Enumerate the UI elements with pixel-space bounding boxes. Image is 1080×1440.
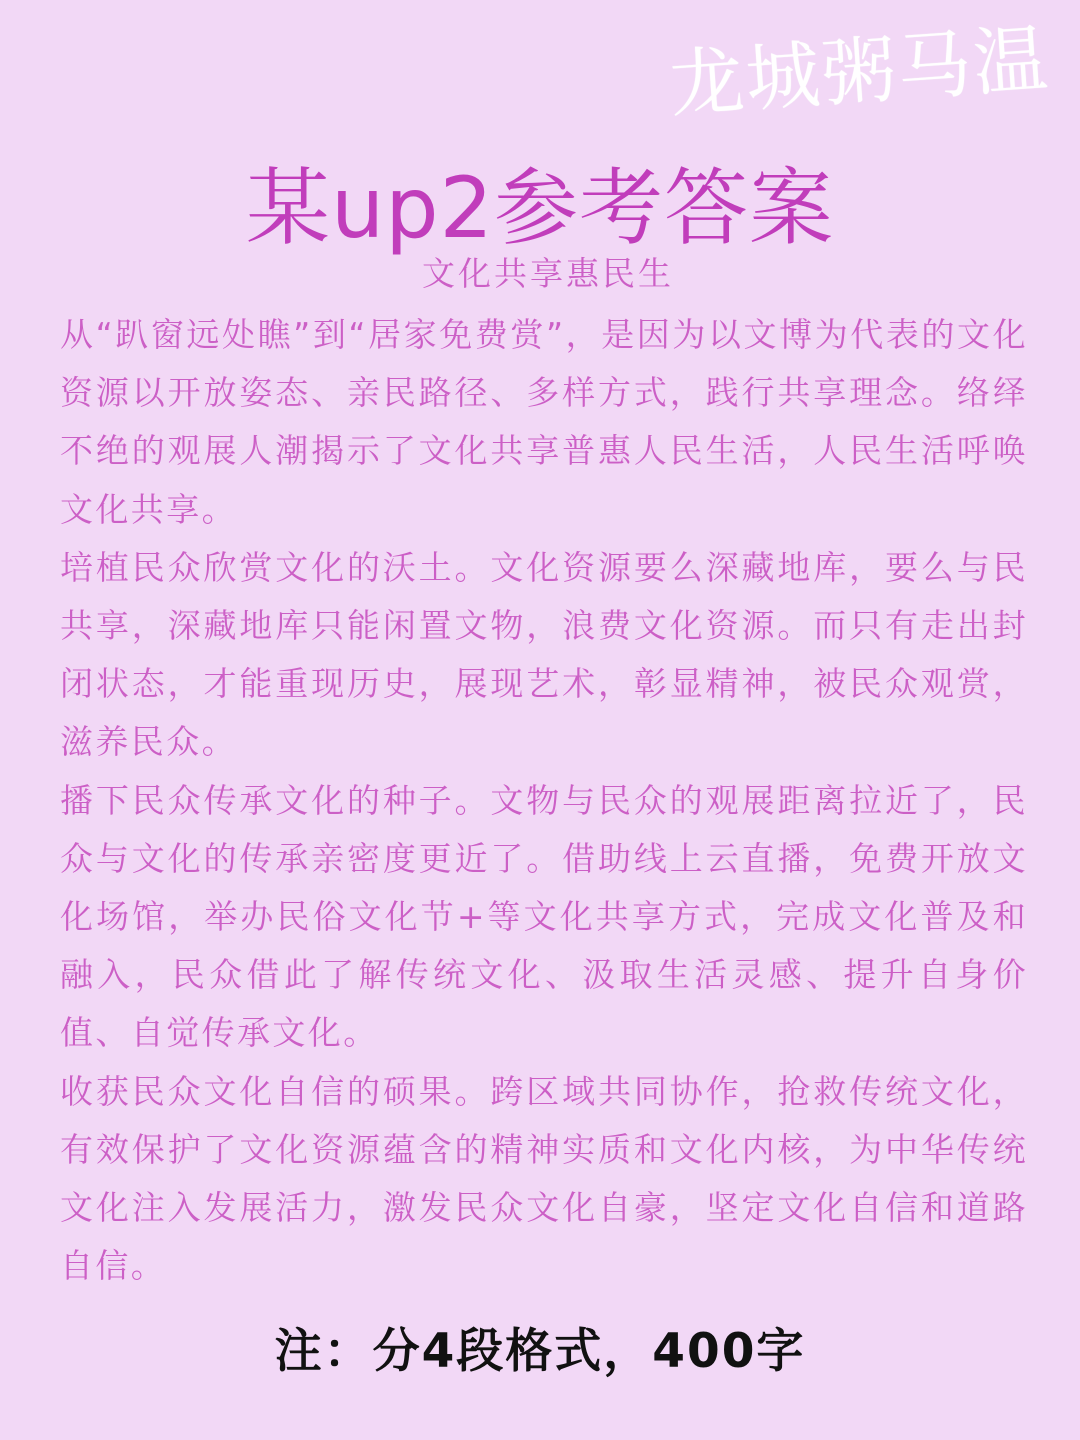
essay-body	[60, 248, 1028, 1295]
essay-paragraph-2: 培植民众欣赏文化的沃土。文化资源要么深藏地库，要么与民共享，深藏地库只能闲置文物，浪费文化资源。而只有走出封闭状态，才能重现历史，展现艺术，彰显精神，被民众观赏，滋养民众。	[60, 547, 1028, 762]
essay-title: 文化共享惠民生	[422, 254, 674, 293]
format-note: 注：分4段格式，400字	[274, 1324, 806, 1379]
essay-paragraph-3: 播下民众传承文化的种子。文物与民众的观展距离拉近了，民众与文化的传承亲密度更近了。借助线上云直播，免费开放文化场馆，举办民俗文化节+等文化共享方式，完成文化普及和融入，民众借此了解传统文化、汲取生活灵感、提升自身价值、自觉传承文化。	[60, 780, 1028, 1053]
watermark-signature: 龙城粥马温	[667, 15, 1053, 129]
page-title: 某up2参考答案	[245, 159, 834, 258]
essay-paragraph-1: 从“趴窗远处瞧”到“居家免费赏”，是因为以文博为代表的文化资源以开放姿态、亲民路径、多样方式，践行共享理念。络绎不绝的观展人潮揭示了文化共享普惠人民生活，人民生活呼唤文化共享。	[60, 315, 1028, 529]
essay-paragraph-4: 收获民众文化自信的硕果。跨区域共同协作，抢救传统文化，有效保护了文化资源蕴含的精神实质和文化内核，为中华传统文化注入发展活力，激发民众文化自豪，坚定文化自信和道路自信。	[60, 1071, 1028, 1286]
